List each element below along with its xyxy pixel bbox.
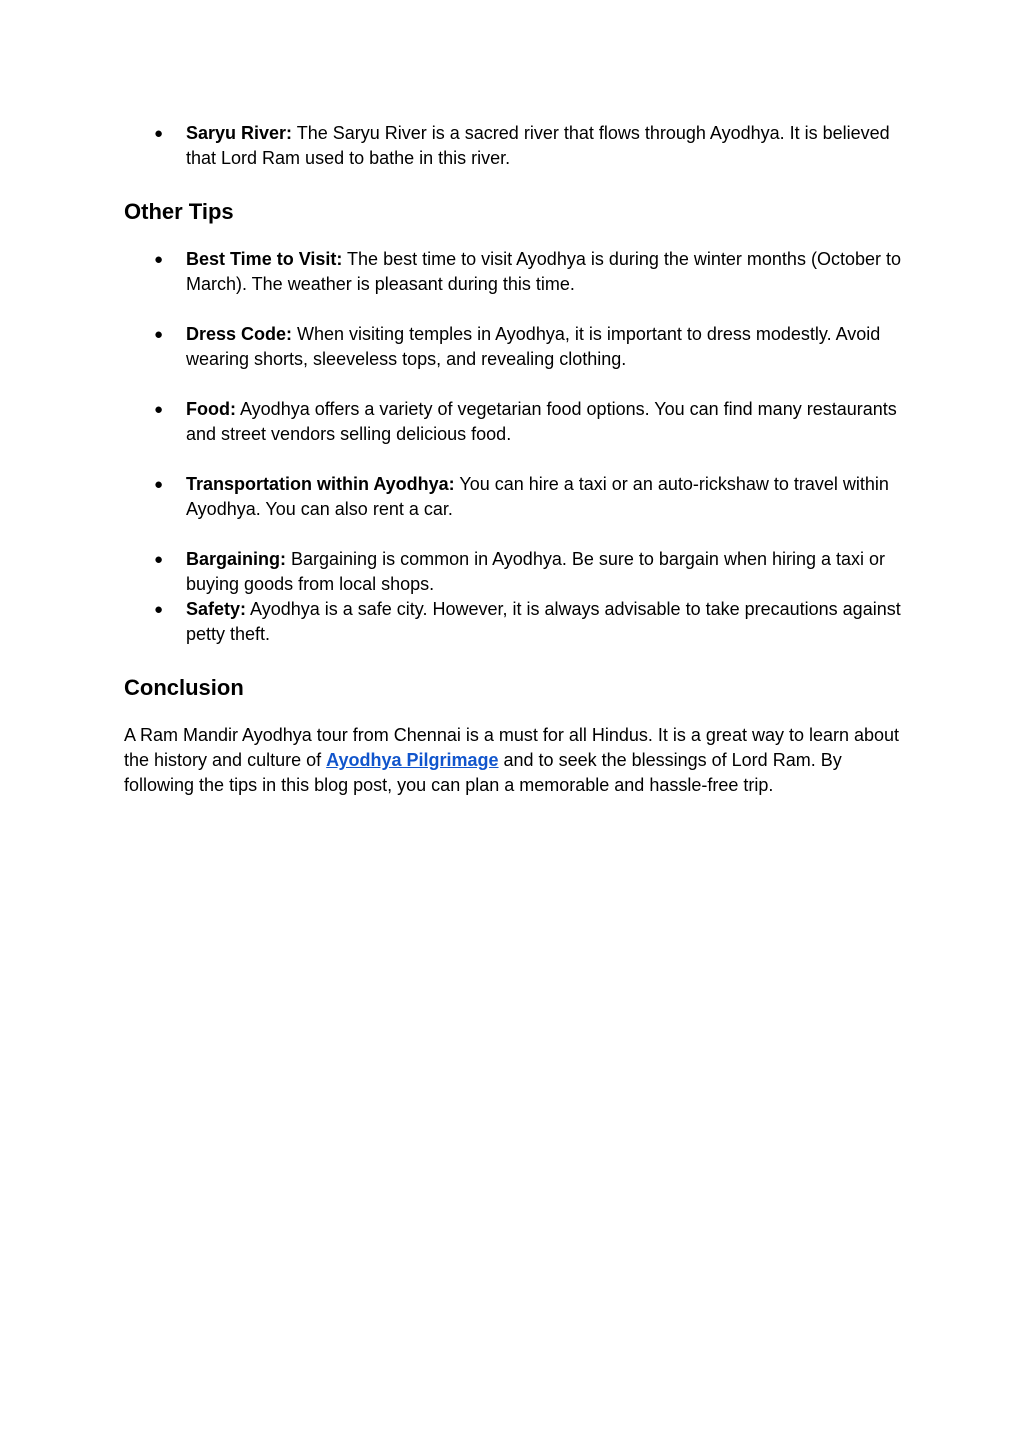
list-item-term: Transportation within Ayodhya: [186, 474, 455, 494]
bullet-icon: ● [154, 251, 164, 268]
list-item-term: Safety: [186, 599, 247, 619]
list-item-dress-code [124, 322, 904, 372]
other-tips-list [124, 247, 904, 647]
list-item-text: The best time to visit Ayodhya is during the winter months (October to March). The weather is pleasant during this time. [186, 249, 901, 294]
list-item-safety [124, 597, 904, 647]
conclusion-text-before: A Ram Mandir Ayodhya tour from Chennai is a must for all Hindus. It is a great way to learn about the history and culture of [124, 725, 900, 770]
list-item-text: Ayodhya is a safe city. However, it is always advisable to take precautions against petty theft. [186, 599, 901, 644]
list-item-text: Bargaining is common in Ayodhya. Be sure to bargain when hiring a taxi or buying goods from local shops. [186, 549, 886, 594]
bullet-icon: ● [154, 601, 164, 618]
bullet-icon: ● [154, 125, 164, 142]
list-item-transportation [124, 472, 904, 522]
list-item-saryu-river [124, 121, 904, 171]
list-item-text: You can hire a taxi or an auto-rickshaw to travel within Ayodhya. You can also rent a car. [186, 474, 889, 519]
attractions-list [124, 121, 904, 171]
list-item-text: When visiting temples in Ayodhya, it is important to dress modestly. Avoid wearing shorts, sleeveless tops, and revealing clothing. [186, 324, 881, 369]
bullet-icon: ● [154, 551, 164, 568]
bullet-icon: ● [154, 401, 164, 418]
list-item-term: Bargaining: [186, 549, 287, 569]
conclusion-paragraph [124, 723, 904, 798]
heading-conclusion: Conclusion [124, 675, 244, 700]
list-item-term: Dress Code: [186, 324, 293, 344]
bullet-icon: ● [154, 326, 164, 343]
list-item-term: Saryu River: [186, 123, 293, 143]
list-item-bargaining [124, 547, 904, 597]
list-item-text: The Saryu River is a sacred river that flows through Ayodhya. It is believed that Lord Ram used to bathe in this river. [186, 123, 890, 168]
list-item-best-time [124, 247, 904, 297]
heading-other-tips: Other Tips [124, 199, 234, 224]
bullet-icon: ● [154, 476, 164, 493]
ayodhya-pilgrimage-link[interactable]: Ayodhya Pilgrimage [326, 750, 499, 770]
list-item-term: Food: [186, 399, 236, 419]
document-page [124, 121, 904, 798]
conclusion-text-after: and to seek the blessings of Lord Ram. By following the tips in this blog post, you can plan a memorable and hassle-free trip. [124, 750, 842, 795]
list-item-food [124, 397, 904, 447]
list-item-text: Ayodhya offers a variety of vegetarian food options. You can find many restaurants and street vendors selling delicious food. [186, 399, 897, 444]
list-item-term: Best Time to Visit: [186, 249, 343, 269]
